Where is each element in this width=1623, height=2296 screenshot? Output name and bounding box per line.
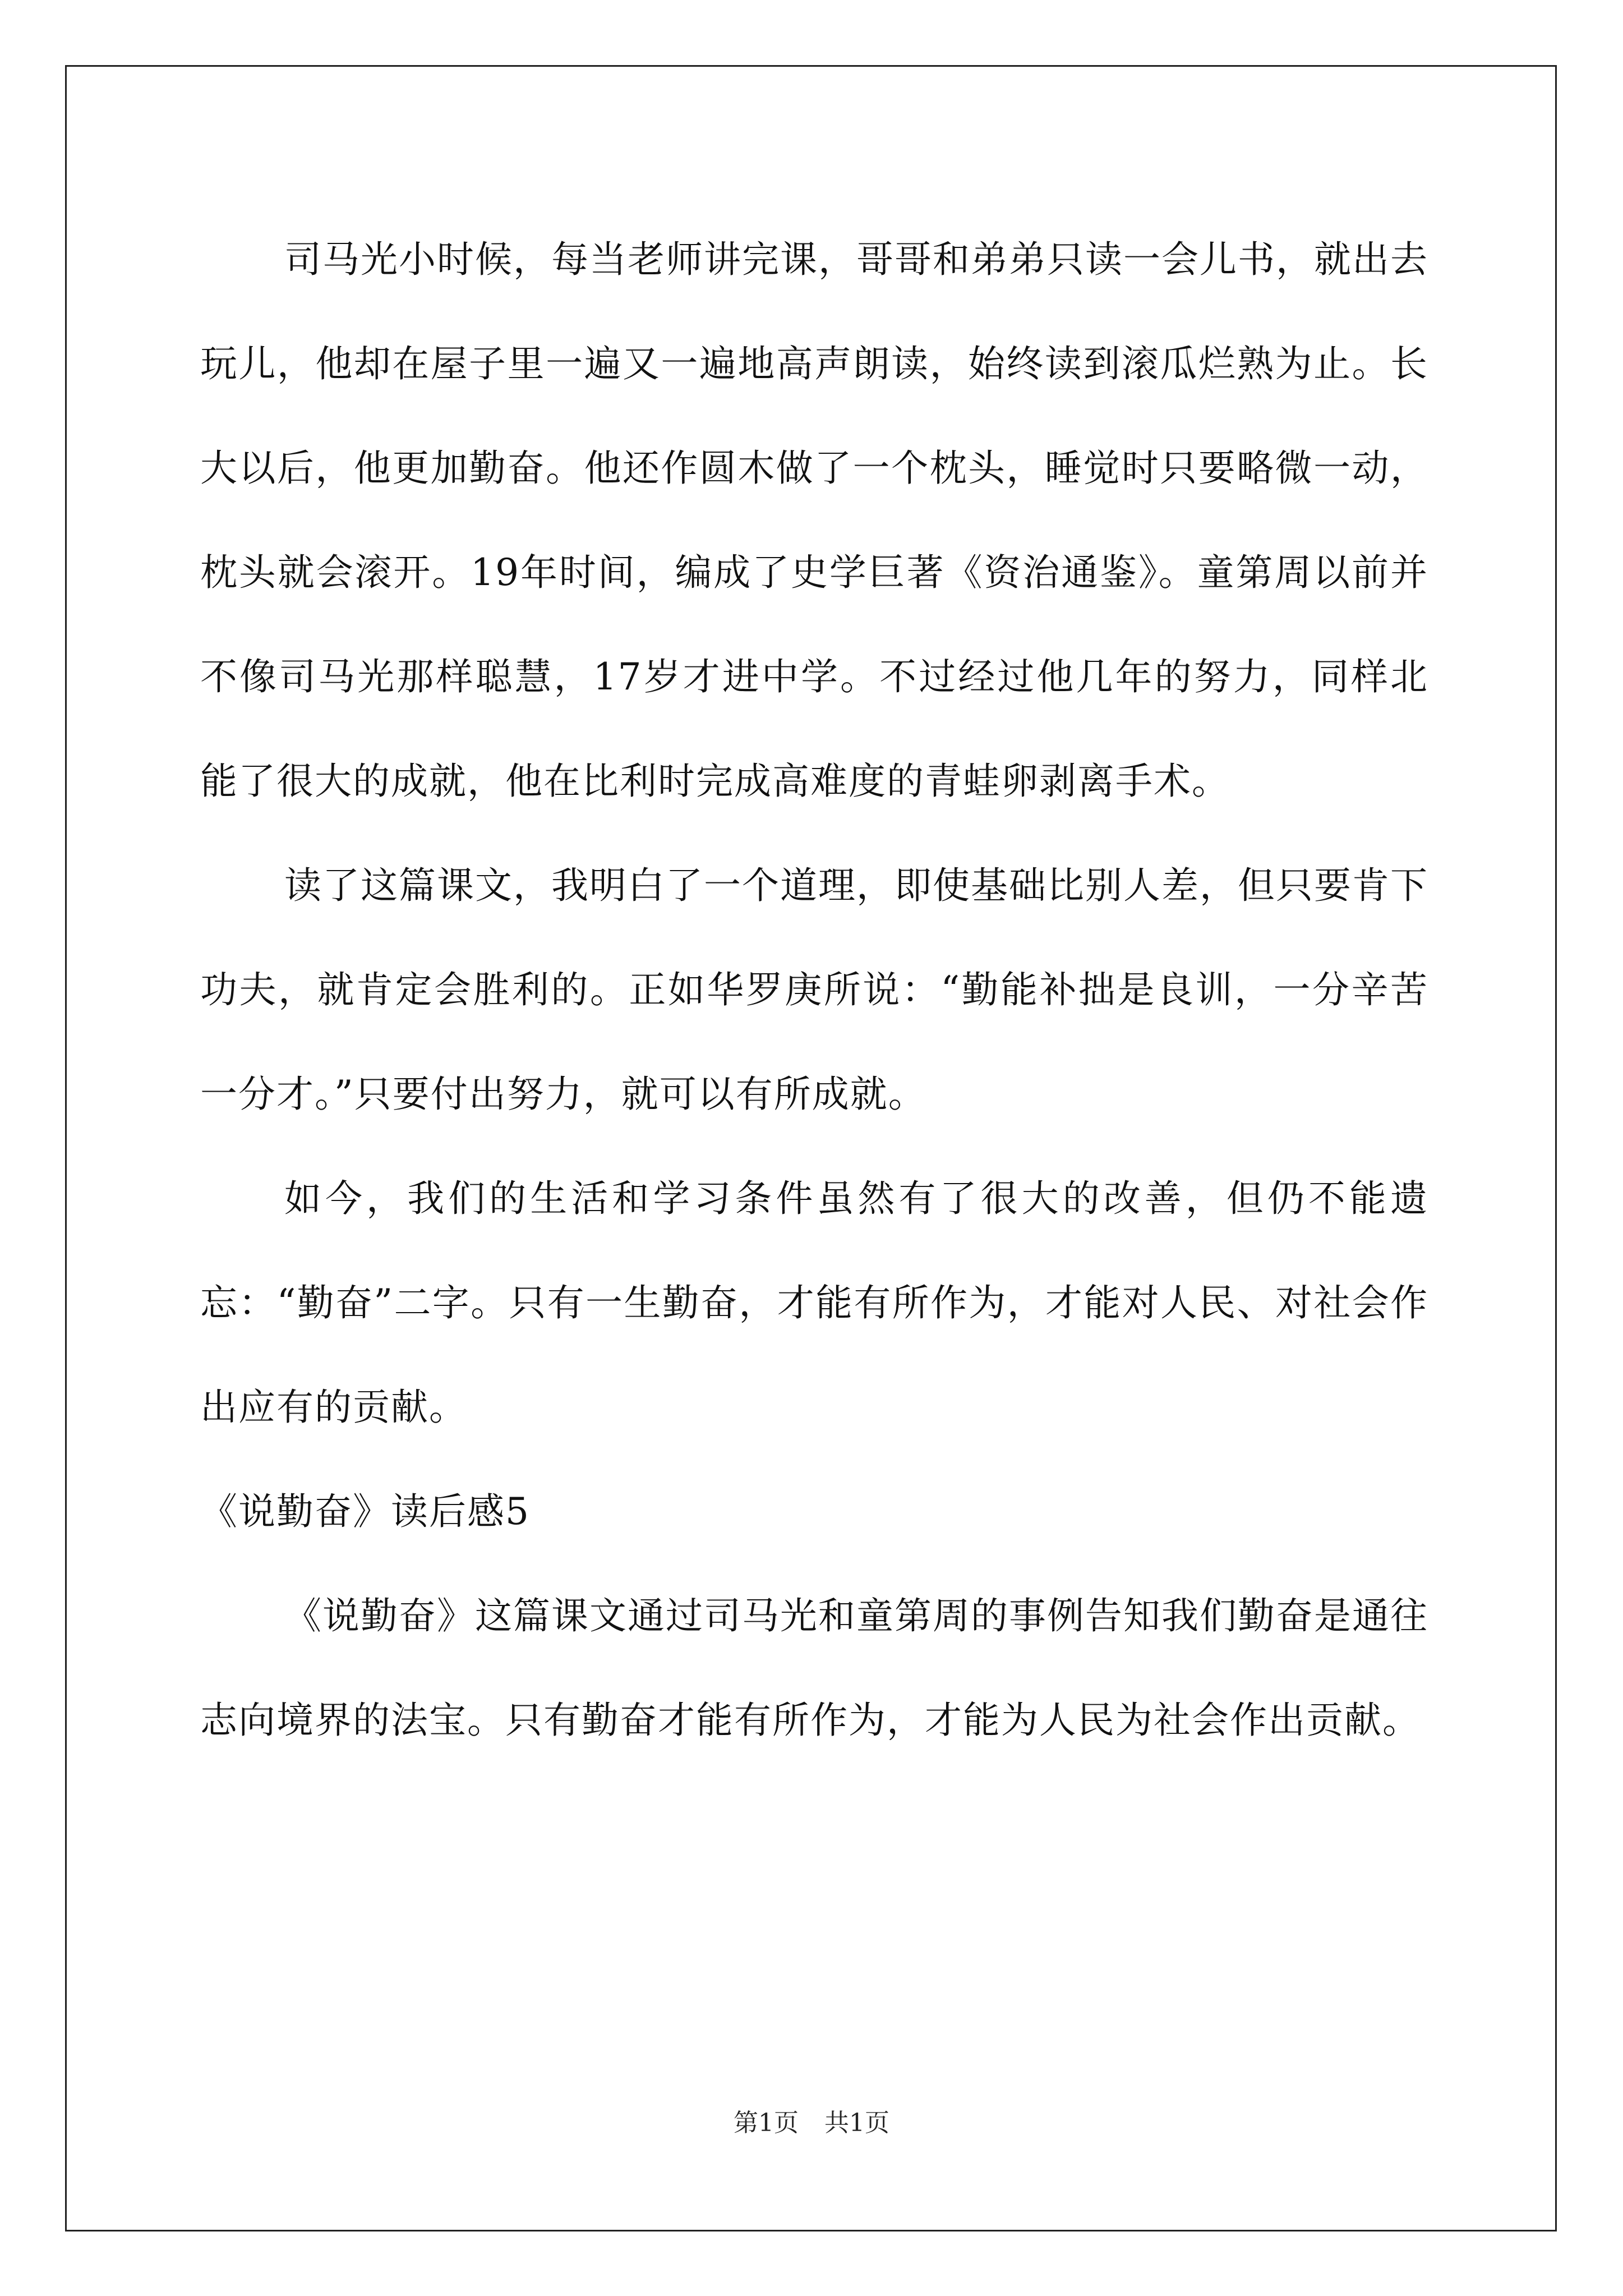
paragraph-3: 如今，我们的生活和学习条件虽然有了很大的改善，但仍不能遗忘：“勤奋”二字。只有一生勤奋，才能有所作为，才能对人民、对社会作出应有的贡献。: [200, 1177, 1428, 1429]
document-body: [200, 208, 1428, 1773]
paragraph-1: 司马光小时候，每当老师讲完课，哥哥和弟弟只读一会儿书，就出去玩儿，他却在屋子里一遍又一遍地高声朗读，始终读到滚瓜烂熟为止。长大以后，他更加勤奋。他还作圆木做了一个枕头，睡觉时只要略微一动，枕头就会滚开。19年时间，编成了史学巨著《资治通鉴》。童第周以前并不像司马光那样聪慧，17岁才进中学。不过经过他几年的努力，同样北能了很大的成就，他在比利时完成高难度的青蛙卵剥离手术。: [200, 238, 1428, 803]
section-heading: 《说勤奋》读后感5: [200, 1490, 530, 1533]
page-total: 共1页: [824, 2109, 889, 2137]
page-footer: [0, 2102, 1623, 2138]
paragraph-2: 读了这篇课文，我明白了一个道理，即使基础比别人差，但只要肯下功夫，就肯定会胜利的。正如华罗庚所说：“勤能补拙是良训，一分辛苦一分才。”只要付出努力，就可以有所成就。: [200, 864, 1428, 1116]
page-number: 第1页: [734, 2109, 799, 2137]
section-paragraph-1: 《说勤奋》这篇课文通过司马光和童第周的事例告知我们勤奋是通往志向境界的法宝。只有勤奋才能有所作为，才能为人民为社会作出贡献。: [200, 1594, 1428, 1742]
